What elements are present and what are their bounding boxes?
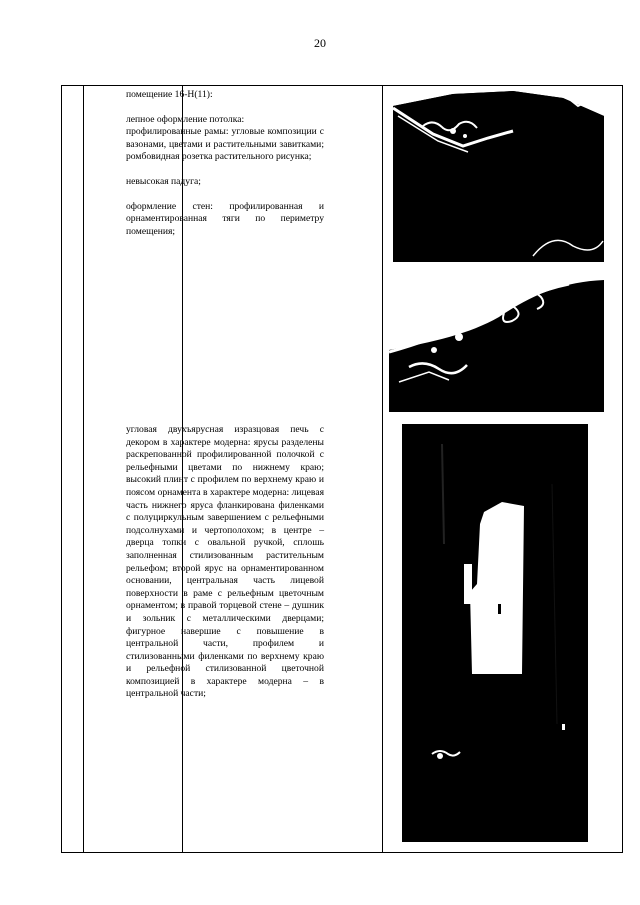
room-title: помещение 16-Н(11): [126, 89, 213, 100]
frames-text: профилированные рамы: угловые композиции с вазонами, цветами и растительными завитками; ромбовидная розетка растительного рисунка; [126, 126, 324, 163]
page-number: 20 [314, 36, 326, 50]
column-divider [382, 86, 383, 852]
ceiling-molding-photo [389, 272, 604, 412]
stove-text: угловая двухъярусная изразцовая печь с декором в характере модерна: ярусы разделены раскрепованной профилированной полочкой с рельефными цветами по нижнему краю; высокий плинт с профилем по верхнему краю и поясом орнамента в характере модерна: лицевая часть нижнего яруса фланкирована филенками с полуциркульным завершением с рельефными подсолнухами и чертополохом; в центре – дверца топки с овальной ручкой, сплошь заполненная стилизованным растительным рельефом; второй ярус на орнаментированном основании, центральная часть лицевой поверхности в раме с рельефным цветочным орнаментом; в правой торцевой стене – душник и зольник с металлическими дверцами; фигурное навершие с повышение в центральной части, профилем и стилизованными филенками по верхнему краю и рельефной стилизованной цветочной композицией в характере модерна – в центральной части; [126, 424, 324, 700]
walls-text: оформление стен: профилированная и орнаментированная тяги по периметру помещения; [126, 200, 324, 237]
padug-text: невысокая падуга; [126, 175, 201, 187]
column-divider [83, 86, 84, 852]
ceiling-corner-photo [393, 86, 604, 262]
stove-description [126, 424, 324, 701]
tiled-stove-photo [402, 424, 588, 842]
room-description [126, 89, 324, 238]
ceiling-heading: лепное оформление потолка: [126, 113, 245, 125]
